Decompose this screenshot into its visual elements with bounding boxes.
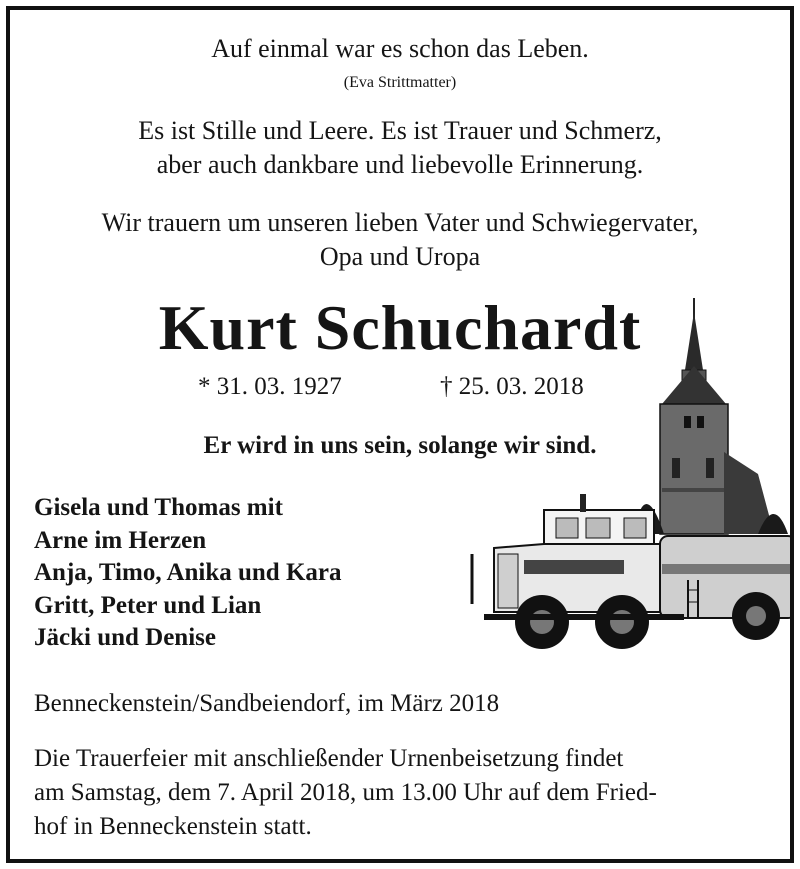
deceased-name: Kurt Schuchardt — [158, 292, 642, 363]
intro-line-2: aber auch dankbare und liebevolle Erinnerung. — [156, 150, 644, 179]
mourning-paragraph — [10, 206, 790, 274]
mourners-list — [34, 492, 342, 655]
mourner-line: Anja, Timo, Anika und Kara — [34, 559, 342, 586]
mourner-line: Jäcki und Denise — [34, 624, 216, 651]
funeral-line-1: Die Trauerfeier mit anschließender Urnenbeisetzung findet — [34, 745, 624, 772]
place-and-date: Benneckenstein/Sandbeiendorf, im März 2018 — [34, 690, 500, 717]
funeral-line-3: hof in Benneckenstein statt. — [34, 813, 312, 840]
intro-paragraph — [10, 114, 790, 182]
mourner-line: Gritt, Peter und Lian — [34, 591, 262, 619]
funeral-line-2: am Samstag, dem 7. April 2018, um 13.00 Uhr auf dem Fried- — [34, 779, 657, 806]
motto-line: Auf einmal war es schon das Leben. — [211, 34, 589, 63]
memorial-quote: Er wird in uns sein, solange wir sind. — [203, 432, 597, 459]
mourning-line-2: Opa und Uropa — [319, 242, 481, 271]
birth-date: * 31. 03. 1927 — [198, 373, 342, 400]
mourner-line: Arne im Herzen — [34, 526, 207, 554]
intro-line-1: Es ist Stille und Leere. Es ist Trauer und Schmerz, — [138, 116, 662, 145]
motto-author: (Eva Strittmatter) — [343, 74, 457, 91]
mourner-line: Gisela und Thomas mit — [34, 494, 283, 521]
obituary-frame — [6, 6, 794, 863]
mourning-line-1: Wir trauern um unseren lieben Vater und Schwiegervater, — [101, 208, 699, 237]
death-date: † 25. 03. 2018 — [440, 373, 584, 400]
funeral-notice — [34, 742, 774, 844]
